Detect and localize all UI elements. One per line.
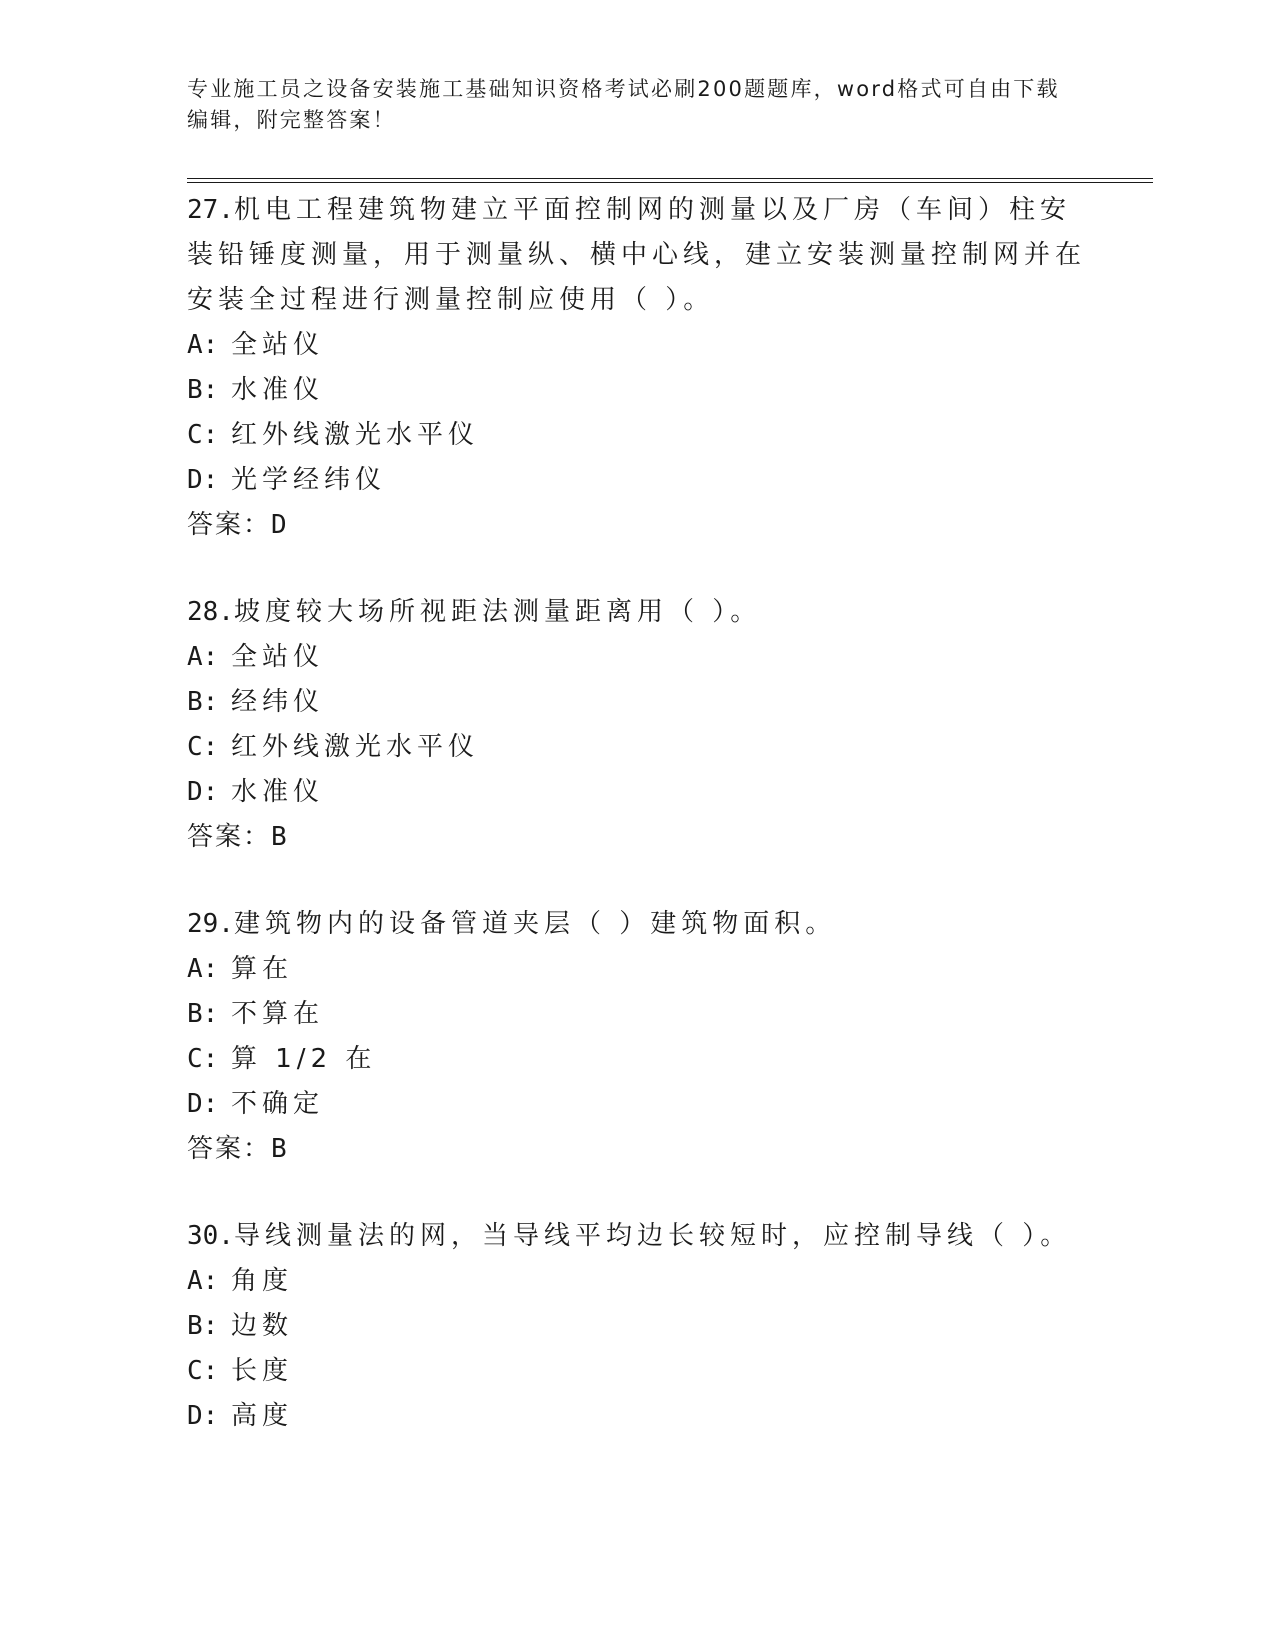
option-text: 红外线激光水平仪 — [231, 732, 480, 762]
option-key: B: — [187, 375, 219, 405]
option-text: 水准仪 — [231, 777, 325, 807]
option-key: C: — [187, 1044, 219, 1074]
question-30 — [187, 1214, 1087, 1439]
question-stem — [187, 590, 1087, 635]
question-29 — [187, 902, 1087, 1172]
answer-value: B — [271, 1134, 289, 1164]
option-b — [187, 992, 1087, 1037]
option-key: A: — [187, 954, 219, 984]
option-text: 长度 — [231, 1356, 294, 1386]
option-a — [187, 323, 1087, 368]
option-text: 不算在 — [231, 999, 325, 1029]
option-b — [187, 1304, 1087, 1349]
option-a — [187, 1259, 1087, 1304]
question-27 — [187, 188, 1087, 548]
option-text: 高度 — [231, 1401, 294, 1431]
answer-value: B — [271, 822, 289, 852]
question-gap — [187, 860, 1087, 902]
question-number: 28. — [187, 597, 234, 627]
option-c — [187, 725, 1087, 770]
question-text: 建筑物内的设备管道夹层（ ）建筑物面积。 — [233, 909, 837, 939]
option-b — [187, 368, 1087, 413]
option-text: 不确定 — [231, 1089, 325, 1119]
option-key: D: — [187, 777, 219, 807]
question-28 — [187, 590, 1087, 860]
option-key: B: — [187, 1311, 219, 1341]
option-d — [187, 1394, 1087, 1439]
option-key: C: — [187, 732, 219, 762]
option-key: B: — [187, 999, 219, 1029]
option-d — [187, 770, 1087, 815]
option-text: 算 1/2 在 — [231, 1044, 377, 1074]
answer-label: 答案： — [187, 1134, 272, 1164]
question-list — [187, 188, 1087, 1439]
question-number: 29. — [187, 909, 234, 939]
answer-line — [187, 1127, 1087, 1172]
question-stem — [187, 188, 1087, 323]
option-key: D: — [187, 1401, 219, 1431]
option-c — [187, 1037, 1087, 1082]
answer-line — [187, 503, 1087, 548]
option-text: 全站仪 — [231, 642, 325, 672]
option-d — [187, 458, 1087, 503]
question-stem — [187, 1214, 1087, 1259]
option-key: C: — [187, 420, 219, 450]
question-gap — [187, 548, 1087, 590]
answer-label: 答案： — [187, 822, 272, 852]
option-text: 角度 — [231, 1266, 294, 1296]
question-text: 机电工程建筑物建立平面控制网的测量以及厂房（车间）柱安装铅锤度测量，用于测量纵、横中心线，建立安装测量控制网并在安装全过程进行测量控制应使用（ ）。 — [187, 195, 1087, 315]
option-key: C: — [187, 1356, 219, 1386]
option-key: A: — [187, 1266, 219, 1296]
question-text: 导线测量法的网，当导线平均边长较短时，应控制导线（ ）。 — [233, 1221, 1072, 1251]
option-text: 边数 — [231, 1311, 294, 1341]
option-text: 光学经纬仪 — [231, 465, 387, 495]
option-d — [187, 1082, 1087, 1127]
option-a — [187, 947, 1087, 992]
option-key: A: — [187, 330, 219, 360]
answer-value: D — [271, 510, 289, 540]
question-number: 30. — [187, 1221, 234, 1251]
option-text: 算在 — [231, 954, 294, 984]
answer-label: 答案： — [187, 510, 272, 540]
option-key: D: — [187, 1089, 219, 1119]
option-c — [187, 1349, 1087, 1394]
option-text: 全站仪 — [231, 330, 325, 360]
question-text: 坡度较大场所视距法测量距离用（ ）。 — [233, 597, 762, 627]
option-a — [187, 635, 1087, 680]
option-key: B: — [187, 687, 219, 717]
option-key: A: — [187, 642, 219, 672]
option-c — [187, 413, 1087, 458]
question-number: 27. — [187, 195, 234, 225]
header-double-rule — [187, 178, 1153, 183]
document-header: 专业施工员之设备安装施工基础知识资格考试必刷200题题库，word格式可自由下载编辑，附完整答案！ — [187, 77, 1060, 132]
option-b — [187, 680, 1087, 725]
answer-line — [187, 815, 1087, 860]
option-text: 经纬仪 — [231, 687, 325, 717]
question-gap — [187, 1172, 1087, 1214]
option-text: 水准仪 — [231, 375, 325, 405]
option-text: 红外线激光水平仪 — [231, 420, 480, 450]
option-key: D: — [187, 465, 219, 495]
question-stem — [187, 902, 1087, 947]
